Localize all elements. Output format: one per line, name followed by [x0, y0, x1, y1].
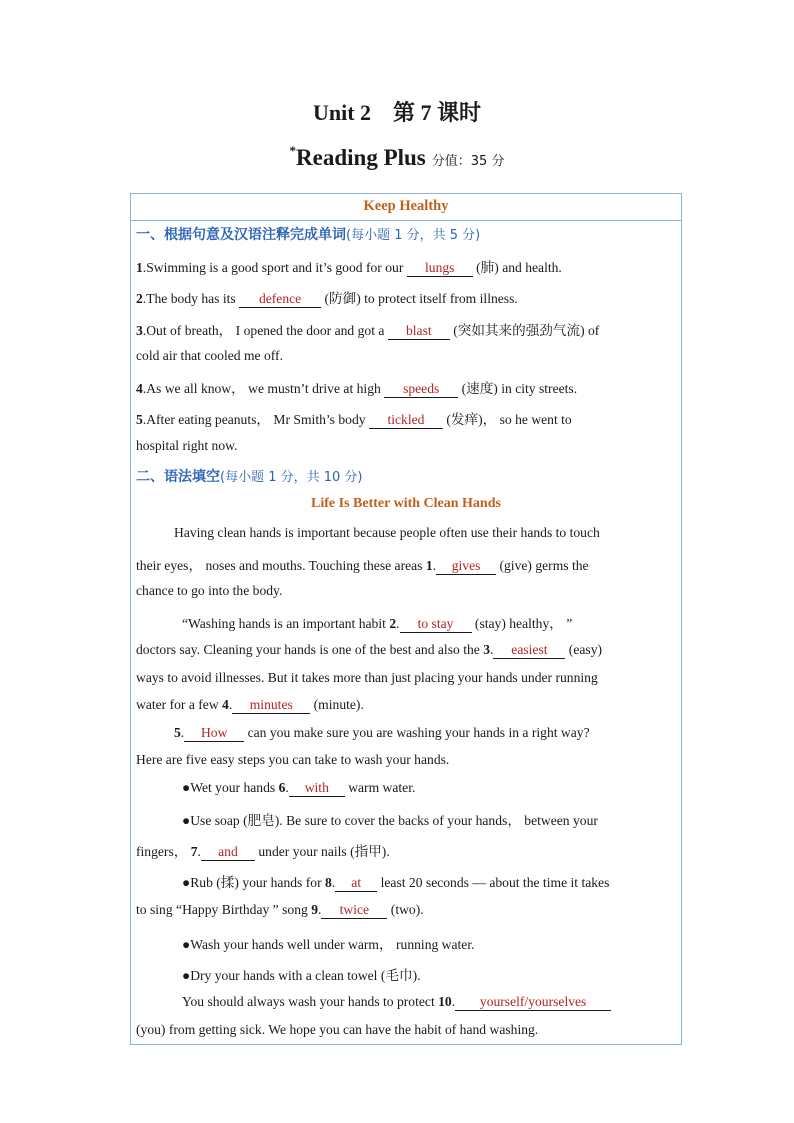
bullet-step: ●Use soap (肥皂). Be sure to cover the backs of your hands， between your: [182, 813, 598, 828]
s1-item-3-cont: cold air that cooled me off.: [136, 348, 283, 363]
answer-blank[interactable]: speeds: [384, 382, 458, 398]
worksheet-table: [130, 193, 682, 1045]
answer-blank[interactable]: tickled: [369, 413, 443, 429]
answer-blank[interactable]: to stay: [400, 617, 472, 633]
section1-title: 一、根据句意及汉语注释完成单词(每小题 1 分，共 5 分): [136, 227, 481, 243]
s1-item-5: 5.After eating peanuts， Mr Smith’s body tickled (发痒)， so he went to: [136, 412, 572, 427]
passage-line: doctors say. Cleaning your hands is one of the best and also the 3. easiest (easy): [136, 642, 603, 657]
passage-line: “Washing hands is an important habit 2. to stay (stay) healthy， ”: [182, 616, 573, 631]
passage-line: Having clean hands is important because people often use their hands to touch: [174, 525, 600, 540]
answer-blank[interactable]: yourself/yourselves: [455, 995, 611, 1011]
answer-blank[interactable]: at: [335, 876, 377, 892]
passage-line: (you) from getting sick. We hope you can have the habit of hand washing.: [136, 1022, 539, 1037]
bullet-step: to sing “Happy Birthday ” song 9. twice (two).: [136, 902, 424, 917]
answer-blank[interactable]: blast: [388, 324, 450, 340]
passage-line: You should always wash your hands to protect 10. yourself/yourselves: [136, 994, 722, 1011]
passage-title: Life Is Better with Clean Hands: [311, 496, 501, 511]
bullet-step: ●Wet your hands 6. with warm water.: [182, 780, 416, 795]
bullet-step: fingers， 7. and under your nails (指甲).: [136, 844, 390, 859]
lesson-label: 第 7 课时: [393, 100, 482, 125]
passage-line: Here are five easy steps you can take to wash your hands.: [136, 752, 450, 767]
table-title: Keep Healthy: [131, 194, 681, 221]
answer-blank[interactable]: How: [184, 726, 244, 742]
subtitle-text: Reading Plus: [296, 145, 426, 170]
passage-line: 5. How can you make sure you are washing your hands in a right way?: [174, 725, 590, 740]
page-subtitle: [0, 143, 794, 171]
section2-title: 二、语法填空(每小题 1 分，共 10 分): [136, 469, 363, 485]
bullet-step: ●Rub (揉) your hands for 8. at least 20 seconds — about the time it takes: [182, 875, 610, 890]
page-title: [0, 96, 794, 127]
s1-item-2: 2.The body has its defence (防御) to protect itself from illness.: [136, 291, 518, 306]
passage-line: their eyes， noses and mouths. Touching these areas 1. gives (give) germs the: [136, 558, 589, 573]
passage-line: chance to go into the body.: [136, 583, 283, 598]
answer-blank[interactable]: easiest: [493, 643, 565, 659]
passage-line: ways to avoid illnesses. But it takes more than just placing your hands under running: [136, 670, 598, 685]
bullet-step: ●Wash your hands well under warm， running water.: [182, 937, 475, 952]
answer-blank[interactable]: with: [289, 781, 345, 797]
answer-blank[interactable]: lungs: [407, 261, 473, 277]
answer-blank[interactable]: defence: [239, 292, 321, 308]
answer-blank[interactable]: twice: [321, 903, 387, 919]
score-label: 分值：35 分: [431, 154, 505, 169]
unit-label: Unit 2: [312, 100, 372, 125]
s1-item-4: 4.As we all know， we mustn’t drive at high speeds (速度) in city streets.: [136, 381, 578, 396]
star-mark: *: [289, 143, 297, 158]
passage-line: water for a few 4. minutes (minute).: [136, 697, 364, 712]
answer-blank[interactable]: and: [201, 845, 255, 861]
s1-item-3: 3.Out of breath， I opened the door and got a blast (突如其来的强劲气流) of: [136, 323, 600, 338]
answer-blank[interactable]: gives: [436, 559, 496, 575]
s1-item-1: 1.Swimming is a good sport and it’s good for our lungs (肺) and health.: [136, 260, 562, 275]
bullet-step: ●Dry your hands with a clean towel (毛巾).: [182, 968, 421, 983]
answer-blank[interactable]: minutes: [232, 698, 310, 714]
s1-item-5-cont: hospital right now.: [136, 438, 238, 453]
